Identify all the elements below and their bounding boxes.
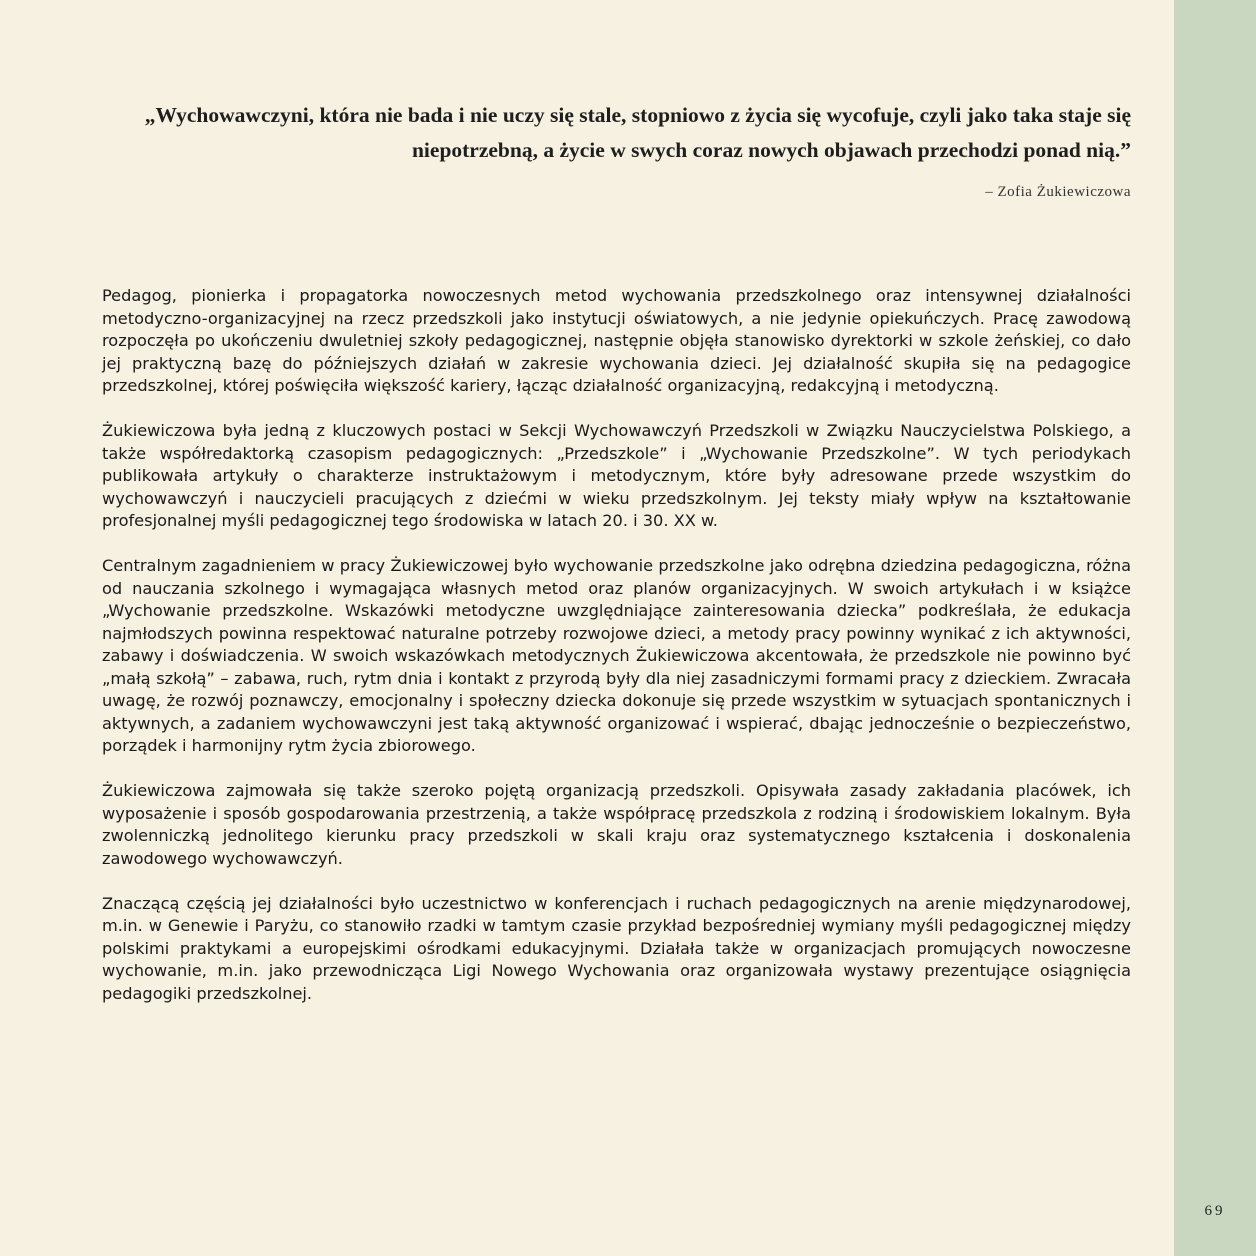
- paragraph: Pedagog, pionierka i propagatorka nowoczesnych metod wychowania przedszkolnego oraz intensywnej działalności metodyczno-organizacyjnej na rzecz przedszkoli jako instytucji oświatowych, a nie jedynie opiekuńczych. Pracę zawodową rozpoczęła po ukończeniu dwuletniej szkoły pedagogicznej, następnie objęła stanowisko dyrektorki w szkole żeńskiej, co dało jej praktyczną bazę do późniejszych działań w zakresie wychowania dzieci. Jej działalność skupiła się na pedagogice przedszkolnej, której poświęciła większość kariery, łącząc działalność organizacyjną, redakcyjną i metodyczną.: [102, 286, 1131, 395]
- page-number: 69: [1204, 1203, 1226, 1219]
- paragraph: Centralnym zagadnieniem w pracy Żukiewiczowej było wychowanie przedszkolne jako odrębna dziedzina pedagogiczna, różna od nauczania szkolnego i wymagająca własnych metod oraz planów organizacyjnych. W swoich artykułach i w książce „Wychowanie przedszkolne. Wskazówki metodyczne uwzględniające zainteresowania dziecka” podkreślała, że edukacja najmłodszych powinna respektować naturalne potrzeby rozwojowe dzieci, a metody pracy powinny wynikać z ich aktywności, zabawy i doświadczenia. W swoich wskazówkach metodycznych Żukiewiczowa akcentowała, że przedszkole nie powinno być „małą szkołą” – zabawa, ruch, rytm dnia i kontakt z przyrodą były dla niej zasadniczymi formami pracy z dzieckiem. Zwracała uwagę, że rozwój poznawczy, emocjonalny i społeczny dziecka dokonuje się przede wszystkim w sytuacjach spontanicznych i aktywnych, a zadaniem wychowawczyni jest taką aktywność organizować i wspierać, dbając jednocześnie o bezpieczeństwo, porządek i harmonijny rytm życia zbiorowego.: [102, 556, 1131, 755]
- paragraph: Żukiewiczowa była jedną z kluczowych postaci w Sekcji Wychowawczyń Przedszkoli w Związku Nauczycielstwa Polskiego, a także współredaktorką czasopism pedagogicznych: „Przedszkole” i „Wychowanie Przedszkolne”. W tych periodykach publikowała artykuły o charakterze instruktażowym i metodycznym, które były adresowane przede wszystkim do wychowawczyń i nauczycieli pracujących z dziećmi w wieku przedszkolnym. Jej teksty miały wpływ na kształtowanie profesjonalnej myśli pedagogicznej tego środowiska w latach 20. i 30. XX w.: [102, 421, 1131, 530]
- epigraph-quote: „Wychowawczyni, która nie bada i nie uczy się stale, stopniowo z życia się wycofuje, czyli jako taka staje się niepotrzebną, a życie w swych coraz nowych objawach przechodzi ponad nią.”: [144, 103, 1131, 162]
- epigraph-author: – Zofia Żukiewiczowa: [985, 184, 1131, 200]
- body-text: [102, 285, 1131, 1028]
- paragraph: Znaczącą częścią jej działalności było uczestnictwo w konferencjach i ruchach pedagogicznych na arenie międzynarodowej, m.in. w Genewie i Paryżu, co stanowiło rzadki w tamtym czasie przykład bezpośredniej wymiany myśli pedagogicznej między polskimi praktykami a europejskimi ośrodkami edukacyjnymi. Działała także w organizacjach promujących nowoczesne wychowanie, m.in. jako przewodnicząca Ligi Nowego Wychowania oraz organizowała wystawy prezentujące osiągnięcia pedagogiki przedszkolnej.: [102, 893, 1131, 1003]
- sidebar-strip: [1174, 0, 1256, 1256]
- paragraph: Żukiewiczowa zajmowała się także szeroko pojętą organizacją przedszkoli. Opisywała zasady zakładania placówek, ich wyposażenie i sposób gospodarowania przestrzenią, a także współpracę przedszkola z rodziną i środowiskiem lokalnym. Była zwolenniczką jednolitego kierunku pracy przedszkoli w skali kraju oraz systematycznego kształcenia i doskonalenia zawodowego wychowawczyń.: [102, 781, 1131, 868]
